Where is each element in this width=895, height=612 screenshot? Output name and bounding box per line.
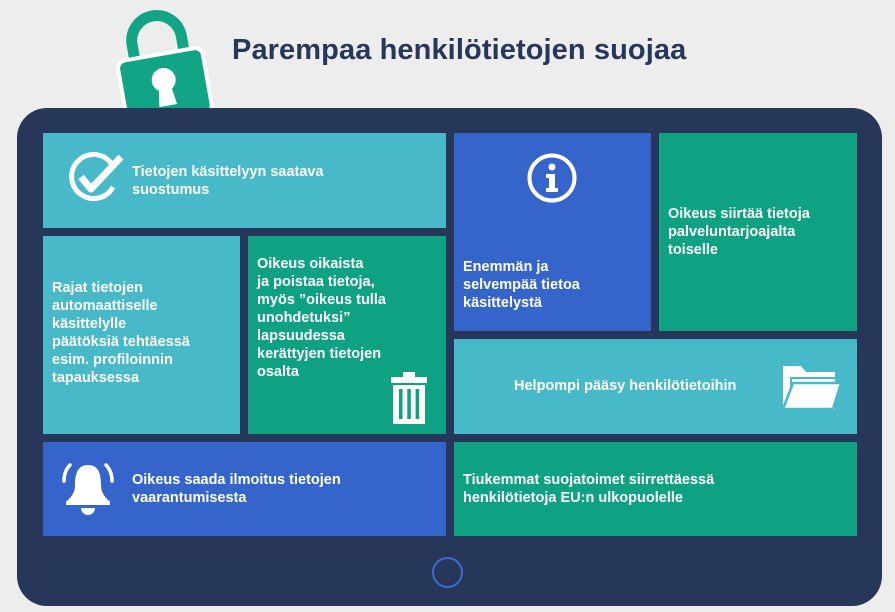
tile-info <box>454 133 651 331</box>
tile-automated-text: Rajat tietojen automaattiselle käsittelylle päätöksiä tehtäessä esim. profiloinnin tapauksessa <box>52 280 190 386</box>
tile-erasure-text: Oikeus oikaista ja poistaa tietoja, myös ”oikeus tulla unohdetuksi” lapsuudessa kerättyjen tietojen osalta <box>257 256 386 380</box>
info-icon <box>526 152 578 204</box>
tile-info-text: Enemmän ja selvempää tietoa käsittelystä <box>463 259 580 311</box>
tile-access-text: Helpompi pääsy henkilötietoihin <box>514 378 737 394</box>
tile-portability <box>659 133 857 331</box>
tablet-home-button <box>432 557 463 588</box>
folder-icon <box>781 363 843 411</box>
trash-icon <box>390 371 428 425</box>
page-title: Parempaa henkilötietojen suojaa <box>232 34 687 66</box>
tile-breach <box>43 442 446 536</box>
check-circle-icon <box>67 151 127 205</box>
tile-erasure <box>248 236 446 434</box>
tile-consent-text: Tietojen käsittelyyn saatava suostumus <box>132 164 324 198</box>
tile-portability-text: Oikeus siirtää tietoja palveluntarjoajalta toiselle <box>668 206 810 258</box>
tile-transfers <box>454 442 857 536</box>
tile-consent <box>43 133 446 228</box>
bell-icon <box>60 459 116 517</box>
tile-transfers-text: Tiukemmat suojatoimet siirrettäessä henkilötietoja EU:n ulkopuolelle <box>463 472 715 506</box>
tile-automated <box>43 236 240 434</box>
tile-breach-text: Oikeus saada ilmoitus tietojen vaarantumisesta <box>132 472 341 506</box>
tile-access <box>454 339 857 434</box>
